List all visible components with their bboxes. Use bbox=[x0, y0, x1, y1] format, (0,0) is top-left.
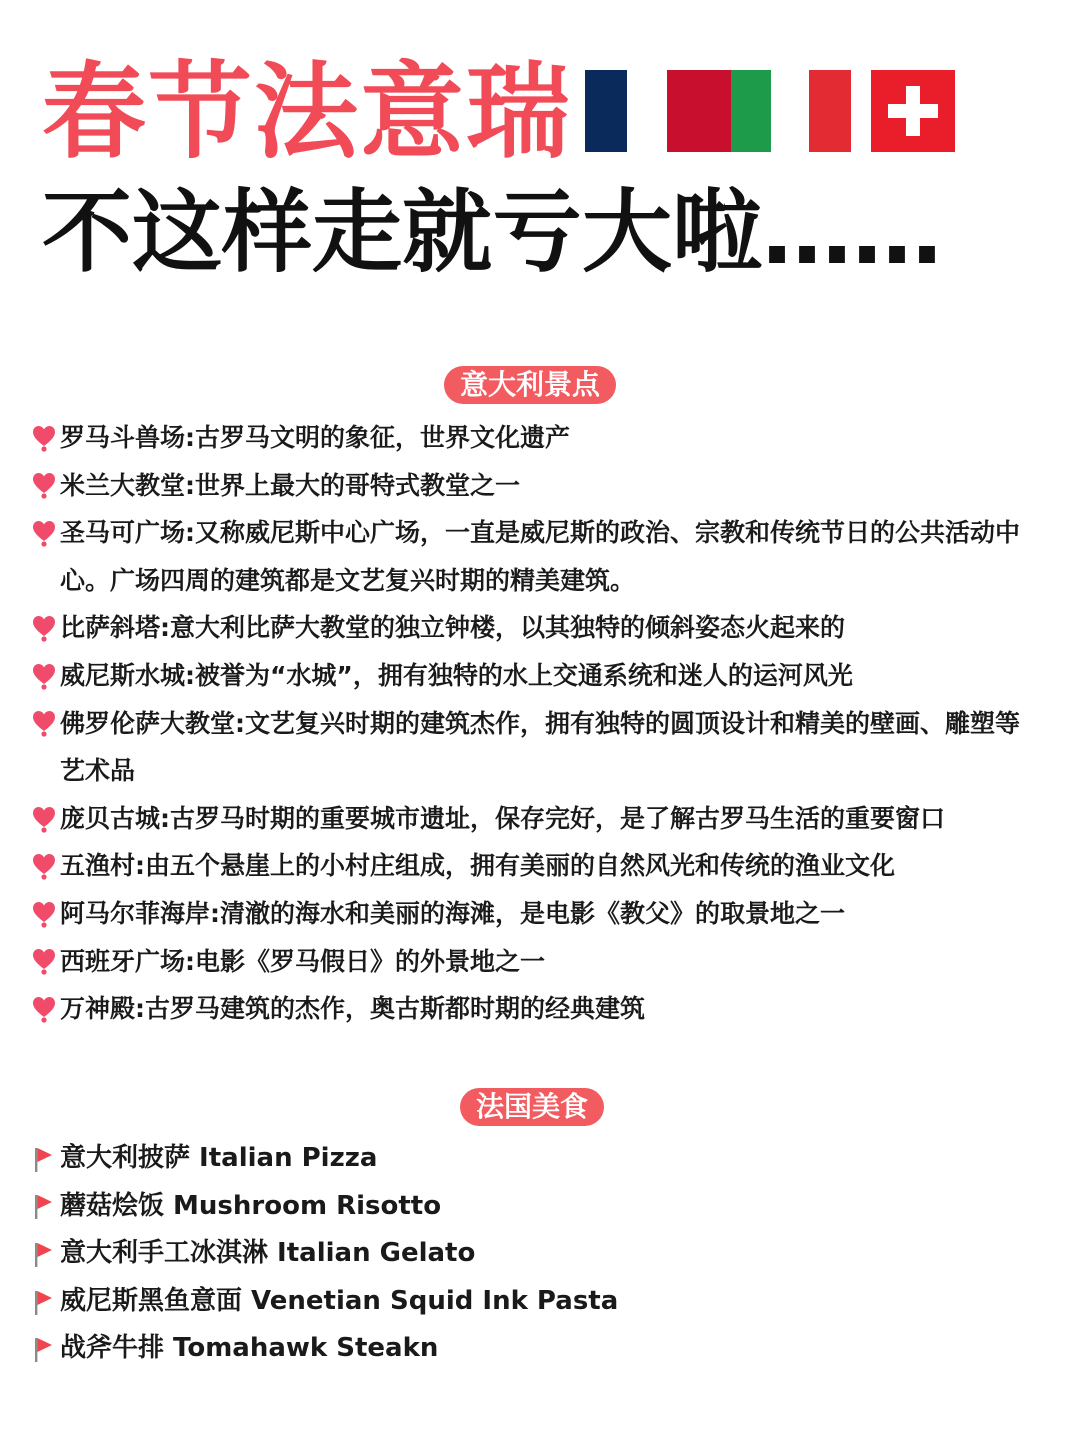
heart-icon bbox=[32, 604, 60, 652]
switzerland-flag bbox=[871, 70, 955, 152]
list-item bbox=[32, 414, 1042, 462]
list-item bbox=[32, 652, 1042, 700]
list-item bbox=[32, 1325, 1042, 1373]
title-line-2: 不这样走就亏大啦…… bbox=[42, 180, 942, 285]
list-item bbox=[32, 890, 1042, 938]
red-flag-icon bbox=[32, 1230, 60, 1278]
list-item bbox=[32, 604, 1042, 652]
heart-icon bbox=[32, 414, 60, 462]
food-text: 威尼斯黑鱼意面 Venetian Squid Ink Pasta bbox=[60, 1285, 619, 1316]
heart-icon bbox=[32, 700, 60, 748]
heart-icon bbox=[32, 890, 60, 938]
list-item bbox=[32, 1135, 1042, 1183]
sight-text: 罗马斗兽场:古罗马文明的象征，世界文化遗产 bbox=[60, 423, 570, 452]
list-item bbox=[32, 509, 1042, 604]
red-flag-icon bbox=[32, 1135, 60, 1183]
food-text: 蘑菇烩饭 Mushroom Risotto bbox=[60, 1190, 442, 1221]
sight-text: 五渔村:由五个悬崖上的小村庄组成，拥有美丽的自然风光和传统的渔业文化 bbox=[60, 851, 896, 881]
sight-text: 西班牙广场:电影《罗马假日》的外景地之一 bbox=[60, 946, 545, 976]
sight-text: 万神殿:古罗马建筑的杰作，奥古斯都时期的经典建筑 bbox=[60, 994, 645, 1024]
heart-icon bbox=[32, 652, 60, 700]
list-item bbox=[32, 1230, 1042, 1278]
sight-text: 庞贝古城:古罗马时期的重要城市遗址，保存完好，是了解古罗马生活的重要窗口 bbox=[60, 803, 946, 833]
food-text: 意大利手工冰淇淋 Italian Gelato bbox=[60, 1238, 476, 1269]
heart-icon bbox=[32, 509, 60, 557]
red-flag-icon bbox=[32, 1278, 60, 1326]
heart-icon bbox=[32, 842, 60, 890]
food-list bbox=[32, 1135, 1042, 1373]
list-item bbox=[32, 842, 1042, 890]
sight-text: 米兰大教堂:世界上最大的哥特式教堂之一 bbox=[60, 470, 520, 500]
list-item bbox=[32, 795, 1042, 843]
italy-flag bbox=[731, 70, 851, 152]
list-item bbox=[32, 700, 1042, 795]
heart-icon bbox=[32, 985, 60, 1033]
title-line-1: 春节法意瑞 bbox=[42, 51, 573, 173]
heart-icon bbox=[32, 938, 60, 986]
sight-text: 圣马可广场:又称威尼斯中心广场，一直是威尼斯的政治、宗教和传统节日的公共活动中心。广场四周的建筑都是文艺复兴时期的精美建筑。 bbox=[60, 518, 1021, 595]
sight-text: 佛罗伦萨大教堂:文艺复兴时期的建筑杰作，拥有独特的圆顶设计和精美的壁画、雕塑等艺术品 bbox=[60, 708, 1021, 786]
red-flag-icon bbox=[32, 1183, 60, 1231]
red-flag-icon bbox=[32, 1325, 60, 1373]
food-text: 意大利披萨 Italian Pizza bbox=[60, 1143, 378, 1173]
france-flag bbox=[585, 70, 750, 152]
flags-row bbox=[585, 70, 955, 152]
food-badge: 法国美食 bbox=[460, 1088, 604, 1126]
sight-text: 威尼斯水城:被誉为“水城”，拥有独特的水上交通系统和迷人的运河风光 bbox=[60, 660, 853, 690]
list-item bbox=[32, 462, 1042, 510]
heart-icon bbox=[32, 795, 60, 843]
italy-sights-badge: 意大利景点 bbox=[444, 366, 616, 404]
list-item bbox=[32, 1278, 1042, 1326]
list-item bbox=[32, 938, 1042, 986]
list-item bbox=[32, 985, 1042, 1033]
sight-text: 比萨斜塔:意大利比萨大教堂的独立钟楼，以其独特的倾斜姿态火起来的 bbox=[60, 613, 846, 643]
sight-text: 阿马尔菲海岸:清澈的海水和美丽的海滩，是电影《教父》的取景地之一 bbox=[60, 898, 846, 928]
food-text: 战斧牛排 Tomahawk Steakn bbox=[60, 1333, 439, 1364]
list-item bbox=[32, 1183, 1042, 1231]
heart-icon bbox=[32, 462, 60, 510]
italy-sights-list bbox=[32, 414, 1042, 1033]
